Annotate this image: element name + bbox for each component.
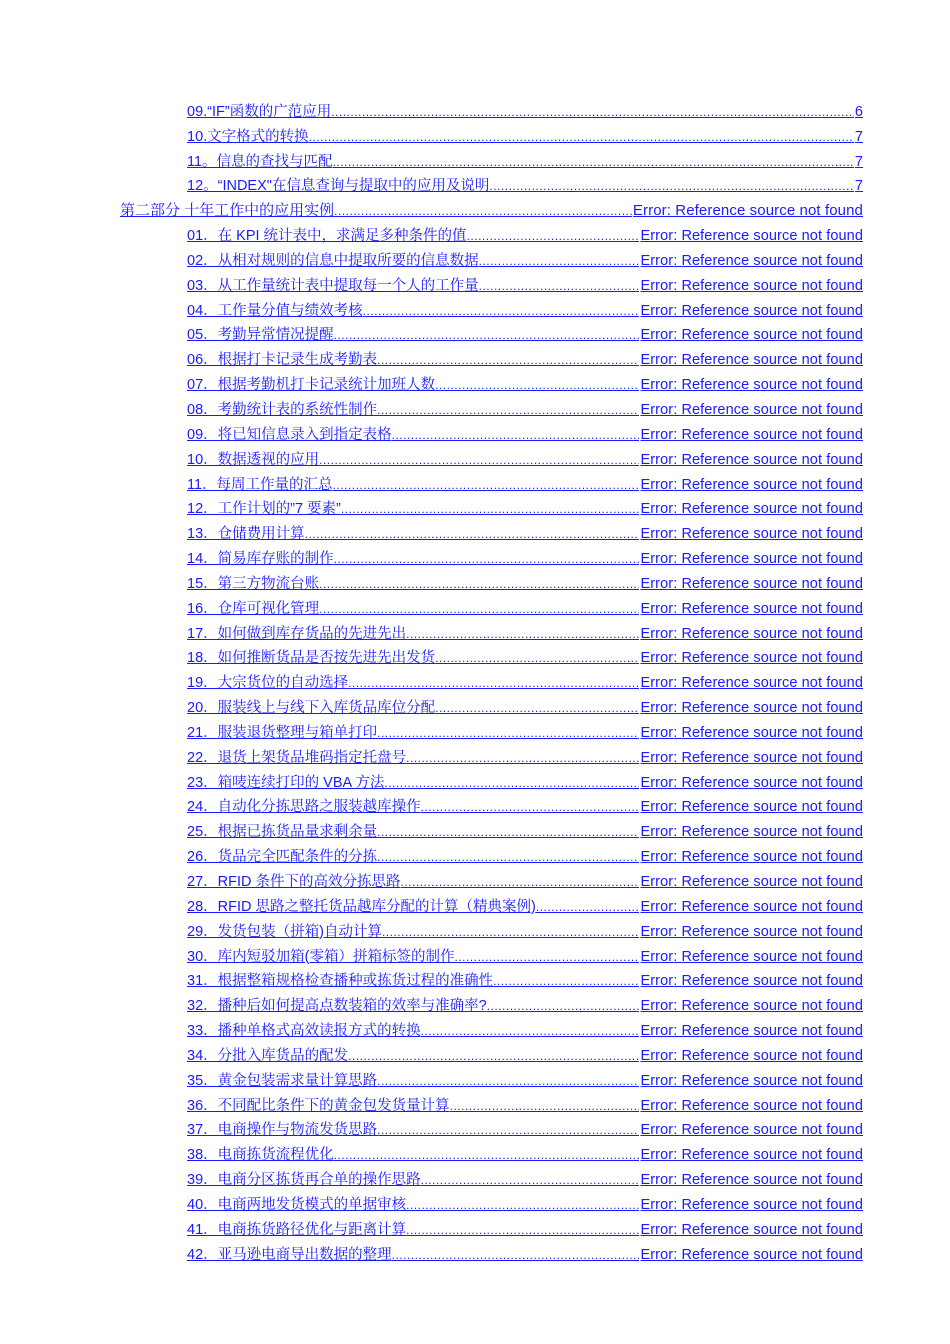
toc-dot-leader xyxy=(421,798,640,816)
toc-page-reference: Error: Reference source not found xyxy=(640,749,863,766)
toc-dot-leader xyxy=(377,351,639,369)
toc-page-reference: 6 xyxy=(854,103,863,120)
toc-entry-title: 16．仓库可视化管理 xyxy=(187,600,320,617)
toc-dot-leader xyxy=(319,451,639,469)
toc-entry-link[interactable] xyxy=(187,1115,863,1140)
toc-dot-leader xyxy=(392,426,640,444)
toc-entry-link[interactable] xyxy=(187,742,863,767)
toc-dot-leader xyxy=(319,600,639,618)
toc-entry-title: 14．简易库存账的制作 xyxy=(187,551,334,568)
toc-entry-link[interactable] xyxy=(187,1040,863,1065)
toc-entry-title: 13．仓储费用计算 xyxy=(187,526,305,543)
toc-dot-leader xyxy=(333,153,854,171)
toc-entry-link[interactable] xyxy=(187,593,863,618)
toc-entry-title: 20．服装线上与线下入库货品库位分配 xyxy=(187,700,436,717)
toc-dot-leader xyxy=(450,1097,640,1115)
toc-dot-leader xyxy=(479,252,640,270)
toc-page-reference: Error: Reference source not found xyxy=(640,774,863,791)
toc-entry-link[interactable] xyxy=(187,270,863,295)
toc-dot-leader xyxy=(331,103,854,121)
toc-dot-leader xyxy=(341,500,640,518)
toc-dot-leader xyxy=(487,997,640,1015)
toc-entry-link[interactable] xyxy=(187,1090,863,1115)
toc-entry-title: 18．如何推断货品是否按先进先出发货 xyxy=(187,650,436,667)
toc-entry-link[interactable] xyxy=(187,444,863,469)
toc-dot-leader xyxy=(406,749,639,767)
toc-dot-leader xyxy=(363,302,640,320)
table-of-contents xyxy=(0,96,950,1264)
toc-entry-link[interactable] xyxy=(187,245,863,270)
toc-page-reference: Error: Reference source not found xyxy=(640,675,863,692)
toc-entry-title: 38．电商拣货流程优化 xyxy=(187,1147,334,1164)
toc-dot-leader xyxy=(334,326,640,344)
toc-entry-title: 11．每周工作量的汇总 xyxy=(187,476,333,493)
toc-page-reference: Error: Reference source not found xyxy=(640,1122,863,1139)
toc-entry-title: 03．从工作量统计表中提取每一个人的工作量 xyxy=(187,277,479,294)
toc-dot-leader xyxy=(406,1221,639,1239)
toc-page-reference: Error: Reference source not found xyxy=(640,575,863,592)
toc-dot-leader xyxy=(435,649,639,667)
toc-dot-leader xyxy=(406,1196,639,1214)
toc-entry-title: 10．数据透视的应用 xyxy=(187,451,320,468)
toc-entry-title: 24．自动化分拣思路之服装越库操作 xyxy=(187,799,421,816)
toc-page-reference: Error: Reference source not found xyxy=(640,625,863,642)
toc-entry-link[interactable] xyxy=(187,518,863,543)
toc-entry-title: 23．箱唛连续打印的 VBA 方法 xyxy=(187,774,385,791)
toc-dot-leader xyxy=(377,848,639,866)
toc-page-reference: 7 xyxy=(854,128,863,145)
toc-entry-link[interactable] xyxy=(187,469,863,494)
toc-entry-link[interactable] xyxy=(187,941,863,966)
toc-dot-leader xyxy=(493,972,639,990)
toc-page-reference: Error: Reference source not found xyxy=(640,401,863,418)
toc-dot-leader xyxy=(377,724,639,742)
toc-page-reference: Error: Reference source not found xyxy=(640,1023,863,1040)
toc-page-reference: Error: Reference source not found xyxy=(640,476,863,493)
toc-page-reference: Error: Reference source not found xyxy=(640,948,863,965)
toc-entry-title: 34．分批入库货品的配发 xyxy=(187,1047,349,1064)
toc-page-reference: Error: Reference source not found xyxy=(640,451,863,468)
toc-page-reference: Error: Reference source not found xyxy=(640,849,863,866)
toc-dot-leader xyxy=(319,575,639,593)
toc-page-reference: Error: Reference source not found xyxy=(640,1147,863,1164)
toc-entry-link[interactable] xyxy=(187,419,863,444)
toc-page-reference: Error: Reference source not found xyxy=(640,302,863,319)
toc-dot-leader xyxy=(489,177,854,195)
toc-page-reference: Error: Reference source not found xyxy=(640,824,863,841)
toc-page-reference: Error: Reference source not found xyxy=(640,1246,863,1263)
toc-entry-link[interactable] xyxy=(187,394,863,419)
toc-page-reference: Error: Reference source not found xyxy=(640,799,863,816)
toc-entry-link[interactable] xyxy=(187,866,863,891)
toc-entry-title: 12．工作计划的”7 要素” xyxy=(187,501,341,518)
toc-dot-leader xyxy=(333,476,640,494)
toc-page-reference: Error: Reference source not found xyxy=(640,277,863,294)
toc-entry-title: 32．播种后如何提高点数装箱的效率与准确率? xyxy=(187,998,487,1015)
toc-entry-title: 26．货品完全匹配条件的分拣 xyxy=(187,849,378,866)
toc-dot-leader xyxy=(377,401,639,419)
toc-entry-title: 41．电商拣货路径优化与距离计算 xyxy=(187,1221,407,1238)
toc-page-reference: Error: Reference source not found xyxy=(640,1172,863,1189)
toc-dot-leader xyxy=(467,227,640,245)
toc-page-reference: Error: Reference source not found xyxy=(640,898,863,915)
toc-entry-title: 31．根据整箱规格检查播种或拣货过程的准确性 xyxy=(187,973,494,990)
toc-dot-leader xyxy=(334,1146,640,1164)
toc-dot-leader xyxy=(406,625,639,643)
toc-entry-link[interactable] xyxy=(187,344,863,369)
toc-entry-title: 36．不同配比条件下的黄金包发货量计算 xyxy=(187,1097,450,1114)
toc-entry-link[interactable] xyxy=(187,494,863,519)
toc-entry-title: 17．如何做到库存货品的先进先出 xyxy=(187,625,407,642)
toc-entry-title: 30．库内短驳加箱(零箱）拼箱标签的制作 xyxy=(187,948,455,965)
toc-entry-link[interactable] xyxy=(187,320,863,345)
toc-dot-leader xyxy=(309,128,854,146)
toc-entry-link[interactable] xyxy=(187,1065,863,1090)
toc-entry-link[interactable] xyxy=(187,171,863,196)
toc-page-reference: Error: Reference source not found xyxy=(640,1196,863,1213)
toc-dot-leader xyxy=(348,1047,639,1065)
toc-page-reference: 7 xyxy=(854,153,863,170)
toc-dot-leader xyxy=(435,376,639,394)
toc-page-reference: Error: Reference source not found xyxy=(632,202,863,220)
toc-page-reference: Error: Reference source not found xyxy=(640,551,863,568)
toc-dot-leader xyxy=(392,1246,640,1264)
toc-page-reference: Error: Reference source not found xyxy=(640,327,863,344)
toc-entry-link[interactable] xyxy=(187,121,863,146)
toc-entry-link[interactable] xyxy=(187,1214,863,1239)
toc-entry-link[interactable] xyxy=(187,618,863,643)
toc-page-reference: Error: Reference source not found xyxy=(640,1097,863,1114)
toc-entry-title: 29．发货包装（拼箱)自动计算 xyxy=(187,923,382,940)
toc-entry-link[interactable] xyxy=(187,1015,863,1040)
toc-page-reference: Error: Reference source not found xyxy=(640,352,863,369)
toc-page-reference: Error: Reference source not found xyxy=(640,377,863,394)
toc-entry-title: 39．电商分区拣货再合单的操作思路 xyxy=(187,1172,421,1189)
toc-entry-title: 10.文字格式的转换 xyxy=(187,128,309,145)
toc-page-reference: Error: Reference source not found xyxy=(640,1047,863,1064)
toc-entry-title: 33．播种单格式高效读报方式的转换 xyxy=(187,1023,421,1040)
toc-entry-link[interactable] xyxy=(187,966,863,991)
toc-entry-title: 01．在 KPI 统计表中，求满足多种条件的值 xyxy=(187,228,467,245)
toc-entry-link[interactable] xyxy=(187,543,863,568)
toc-entry-link[interactable] xyxy=(187,220,863,245)
toc-entry-title: 22．退货上架货品堆码指定托盘号 xyxy=(187,749,407,766)
toc-dot-leader xyxy=(377,823,639,841)
toc-dot-leader xyxy=(421,1022,640,1040)
toc-entry-link[interactable] xyxy=(187,369,863,394)
toc-dot-leader xyxy=(401,873,640,891)
toc-entry-title: 02．从相对规则的信息中提取所要的信息数据 xyxy=(187,252,479,269)
toc-entry-link[interactable] xyxy=(187,1239,863,1264)
toc-entry-title: 25．根据已拣货品量求剩余量 xyxy=(187,824,378,841)
toc-entry-link[interactable] xyxy=(187,96,863,121)
toc-page-reference: Error: Reference source not found xyxy=(640,998,863,1015)
toc-entry-link[interactable] xyxy=(187,717,863,742)
toc-dot-leader xyxy=(377,1072,639,1090)
toc-entry-link[interactable] xyxy=(187,643,863,668)
toc-page-reference: Error: Reference source not found xyxy=(640,600,863,617)
toc-dot-leader xyxy=(454,948,639,966)
toc-page-reference: Error: Reference source not found xyxy=(640,501,863,518)
toc-page-reference: Error: Reference source not found xyxy=(640,1072,863,1089)
toc-entry-link[interactable] xyxy=(187,568,863,593)
toc-entry-title: 27．RFID 条件下的高效分拣思路 xyxy=(187,874,401,890)
toc-entry-title: 09.“IF”函数的广范应用 xyxy=(187,103,332,120)
toc-dot-leader xyxy=(435,699,639,717)
toc-entry-title: 42．亚马逊电商导出数据的整理 xyxy=(187,1246,392,1263)
toc-page-reference: Error: Reference source not found xyxy=(640,426,863,443)
toc-section-heading-link[interactable] xyxy=(120,195,863,220)
toc-entry-link[interactable] xyxy=(187,916,863,941)
toc-page-reference: Error: Reference source not found xyxy=(640,973,863,990)
toc-page-reference: Error: Reference source not found xyxy=(640,874,863,890)
toc-entry-title: 09．将已知信息录入到指定表格 xyxy=(187,426,392,443)
toc-page-reference: Error: Reference source not found xyxy=(640,228,863,245)
toc-page-reference: Error: Reference source not found xyxy=(640,724,863,741)
toc-dot-leader xyxy=(334,550,640,568)
toc-entry-title: 21．服装退货整理与箱单打印 xyxy=(187,724,378,741)
toc-dot-leader xyxy=(479,277,640,295)
toc-entry-title: 15．第三方物流台账 xyxy=(187,575,320,592)
toc-dot-leader xyxy=(536,898,640,916)
toc-entry-link[interactable] xyxy=(187,1189,863,1214)
toc-entry-title: 11。信息的查找与匹配 xyxy=(187,153,333,170)
toc-dot-leader xyxy=(348,674,639,692)
toc-entry-link[interactable] xyxy=(187,692,863,717)
toc-entry-link[interactable] xyxy=(187,891,863,916)
toc-entry-link[interactable] xyxy=(187,841,863,866)
toc-entry-title: 12。“INDEX"在信息查询与提取中的应用及说明 xyxy=(187,178,490,195)
toc-entry-title: 06．根据打卡记录生成考勤表 xyxy=(187,352,378,369)
toc-entry-title: 07．根据考勤机打卡记录统计加班人数 xyxy=(187,377,436,394)
toc-entry-link[interactable] xyxy=(187,146,863,171)
toc-entry-link[interactable] xyxy=(187,1139,863,1164)
toc-entry-link[interactable] xyxy=(187,990,863,1015)
toc-dot-leader xyxy=(382,923,640,941)
toc-entry-link[interactable] xyxy=(187,792,863,817)
toc-entry-link[interactable] xyxy=(187,295,863,320)
toc-page-reference: Error: Reference source not found xyxy=(640,526,863,543)
toc-entry-title: 05．考勤异常情况提醒 xyxy=(187,327,334,344)
toc-entry-link[interactable] xyxy=(187,1164,863,1189)
toc-page-reference: Error: Reference source not found xyxy=(640,1221,863,1238)
toc-entry-link[interactable] xyxy=(187,816,863,841)
toc-page-reference: Error: Reference source not found xyxy=(640,252,863,269)
toc-dot-leader xyxy=(421,1171,640,1189)
toc-dot-leader xyxy=(305,525,640,543)
toc-entry-title: 35．黄金包装需求量计算思路 xyxy=(187,1072,378,1089)
toc-dot-leader xyxy=(377,1121,639,1139)
toc-entry-link[interactable] xyxy=(187,667,863,692)
toc-dot-leader xyxy=(334,202,632,220)
toc-page-reference: Error: Reference source not found xyxy=(640,650,863,667)
toc-entry-title: 04．工作量分值与绩效考核 xyxy=(187,302,363,319)
toc-page-reference: 7 xyxy=(854,178,863,195)
toc-entry-title: 40．电商两地发货模式的单据审核 xyxy=(187,1196,407,1213)
toc-entry-title: 08．考勤统计表的系统性制作 xyxy=(187,401,378,418)
toc-entry-link[interactable] xyxy=(187,767,863,792)
toc-page-reference: Error: Reference source not found xyxy=(640,923,863,940)
toc-page-reference: Error: Reference source not found xyxy=(640,700,863,717)
toc-entry-title: 19．大宗货位的自动选择 xyxy=(187,675,349,692)
toc-entry-title: 37．电商操作与物流发货思路 xyxy=(187,1122,378,1139)
toc-dot-leader xyxy=(384,774,639,792)
toc-entry-title: 28．RFID 思路之整托货品越库分配的计算（精典案例) xyxy=(187,898,536,915)
toc-entry-title: 第二部分 十年工作中的应用实例 xyxy=(120,202,335,220)
